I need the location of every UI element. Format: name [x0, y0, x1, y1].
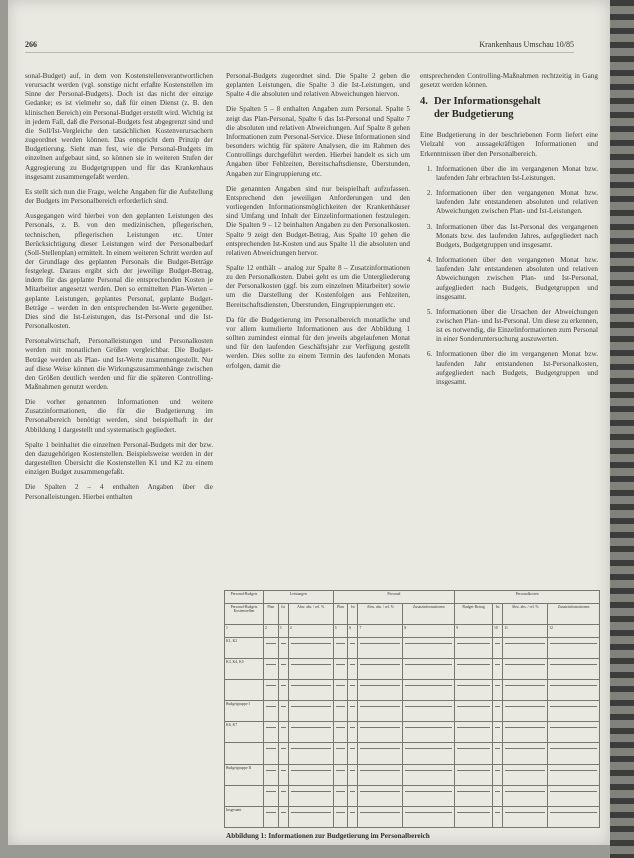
table-header-cell: Ist: [493, 604, 503, 625]
table-cell: [493, 806, 503, 827]
paragraph: Da für die Budgetierung im Personalbereich monatliche und vor allem kumulierte Informationen aus der Abbildung 1 sollten zumindest einmal für den jeweils abgelaufenen Monat und für den laufenden Geschäftsjahr zur Verfügung gestellt werden. Dies sollte zu einem Termin des laufenden Monats erfolgen, damit die: [226, 315, 410, 370]
table-cell: [278, 658, 288, 679]
table-number-row: [225, 624, 600, 637]
paragraph: Personal-Budgets zugeordnet sind. Die Spalte 2 geben die geplanten Leistungen, die Spalte 3 die Ist-Leistungen, und Spalte 4 die absoluten und relativen Abweichungen hiervon.: [226, 72, 410, 99]
table-cell: [455, 701, 493, 722]
table-cell: [278, 806, 288, 827]
table-cell: [493, 722, 503, 743]
table-cell: [348, 806, 358, 827]
table-cell: [503, 743, 548, 764]
table-cell: [333, 658, 348, 679]
text-column-left: [25, 72, 213, 842]
table-header-cell: Plan: [264, 604, 279, 625]
table-cell: [358, 722, 403, 743]
row-label: [225, 785, 264, 806]
page-number: 266: [25, 40, 37, 49]
table-cell: [333, 680, 348, 701]
table-cell: [503, 701, 548, 722]
table-cell: [264, 701, 279, 722]
table-cell: [403, 785, 455, 806]
table-row: [225, 658, 600, 679]
table-cell: [358, 701, 403, 722]
table-header-cell: Zusatzinformationen: [403, 604, 455, 625]
running-head: Krankenhaus Umschau 10/85: [479, 40, 574, 49]
binding-edge: [610, 0, 634, 858]
budget-table: [224, 590, 600, 828]
table-cell: [348, 743, 358, 764]
table-cell: [264, 637, 279, 658]
table-cell: [493, 658, 503, 679]
column-number: 11: [503, 624, 548, 637]
paragraph: sonal-Budget) auf, in dem von Kostenstellenverantwortlichen verursacht werden (vgl. sonstige nicht erfaßte Kostenstellen im Sinne der Personal-Budgets). Doch ist das nicht der einzige Gedanke; es ist vielmehr so, daß für einen Dienst (z. B. den klinischen Bereich) ein Personal-Budget erstellt wird. Wichtig ist in jedem Fall, daß die Personal-Budgets fest abgegrenzt sind und die Soll/Ist-Vergleiche den tatsächlichen Kostenverursachern zugeordnet werden können. Das entspricht dem Prinzip der Budgetierung. Sieht man fest, wie die Personal-Budgets im einzelnen aufgebaut sind, so können sie in weiteren Stufen der Aggregierung zu Budgetgruppen und für das Krankenhaus insgesamt zusammengefaßt werden.: [25, 72, 213, 181]
text-column-middle: [226, 72, 410, 472]
table-cell: [548, 806, 600, 827]
table-cell: [503, 680, 548, 701]
table-cell: [503, 785, 548, 806]
table-cell: [348, 701, 358, 722]
table-cell: [278, 785, 288, 806]
table-row: [225, 637, 600, 658]
table-cell: [348, 764, 358, 785]
table-cell: [503, 806, 548, 827]
table-cell: [358, 637, 403, 658]
table-cell: [455, 658, 493, 679]
table-cell: [455, 764, 493, 785]
table-cell: [403, 658, 455, 679]
table-cell: [548, 680, 600, 701]
table-cell: [548, 785, 600, 806]
row-label: K3, K4, K5: [225, 658, 264, 679]
table-group-header: Personalkosten: [455, 591, 600, 604]
table-cell: [348, 722, 358, 743]
table-cell: [548, 722, 600, 743]
table-cell: [288, 701, 333, 722]
page-header: [25, 38, 574, 53]
section-title-line: der Budgetierung: [434, 108, 514, 120]
table-cell: [403, 680, 455, 701]
list-item: 1. Informationen über die im vergangenen Monat bzw. laufenden Jahr erbrachten Ist-Leistungen.: [434, 165, 598, 183]
table-cell: [403, 701, 455, 722]
table-cell: [348, 637, 358, 658]
column-number: 6: [348, 624, 358, 637]
table-cell: [333, 764, 348, 785]
table-group-row: [225, 591, 600, 604]
table-cell: [288, 637, 333, 658]
table-cell: [493, 637, 503, 658]
table-cell: [278, 722, 288, 743]
table-group-header: Personal: [333, 591, 454, 604]
paragraph: Spalte 1 beinhaltet die einzelnen Personal-Budgets mit der bzw. den dazugehörigen Kostenstellen. Beispielsweise werden in der dargestellten Übersicht die Kostenstellen K1 und K2 zu einem einzigen Budget zusammengefaßt.: [25, 440, 213, 477]
table-cell: [288, 658, 333, 679]
table-cell: [348, 680, 358, 701]
table-group-header: Leistungen: [264, 591, 334, 604]
table-header-cell: Abw. abs. / rel. %: [503, 604, 548, 625]
section-number: 4.: [420, 96, 428, 108]
table-cell: [278, 637, 288, 658]
table-cell: [455, 680, 493, 701]
table-cell: [264, 722, 279, 743]
row-label: K6, K7: [225, 722, 264, 743]
paragraph: Die genannten Angaben sind nur beispielhaft aufzufassen. Entsprechend den jeweiligen Anforderungen und den vorliegenden Informationsmöglichkeiten der Krankenhäuser sind Umfang und Inhalt der Einzelinformationen festzulegen. Die Spalten 9 – 12 beinhalten Angaben zu den Personalkosten. Spalte 9 zeigt den Budget-Betrag, Aus Spalte 10 gehen die entsprechenden Ist-Kosten und aus Spalte 11 die absoluten und relativen Abweichungen hervor.: [226, 184, 410, 257]
column-number: 4: [288, 624, 333, 637]
table-cell: [503, 764, 548, 785]
table-header-row: [225, 604, 600, 625]
table-cell: [493, 743, 503, 764]
row-label: Budgetgruppe I: [225, 701, 264, 722]
table-body: [225, 637, 600, 827]
table-cell: [403, 722, 455, 743]
table-group-header: Personal-Budgets: [225, 591, 264, 604]
table-cell: [493, 701, 503, 722]
text-column-right: [420, 72, 598, 552]
table-header-cell: Ist: [348, 604, 358, 625]
row-label: [225, 743, 264, 764]
table-header-cell: Budget-Betrag: [455, 604, 493, 625]
column-number: 5: [333, 624, 348, 637]
row-label: K1, K2: [225, 637, 264, 658]
table-cell: [288, 806, 333, 827]
table-cell: [403, 637, 455, 658]
paragraph: Es stellt sich nun die Frage, welche Angaben für die Aufstellung der Budgets im Personalbereich erforderlich sind.: [25, 187, 213, 206]
table-cell: [358, 658, 403, 679]
table-cell: [264, 658, 279, 679]
table-cell: [358, 680, 403, 701]
table-cell: [503, 637, 548, 658]
table-cell: [455, 637, 493, 658]
table-cell: [348, 658, 358, 679]
table-row: [225, 722, 600, 743]
table-cell: [455, 743, 493, 764]
table-cell: [403, 806, 455, 827]
section-title-line: Der Informationsgehalt: [434, 96, 541, 108]
column-number: 2: [264, 624, 279, 637]
table-cell: [278, 680, 288, 701]
table-cell: [548, 701, 600, 722]
table-cell: [403, 764, 455, 785]
column-number: 10: [493, 624, 503, 637]
table-cell: [348, 785, 358, 806]
table-cell: [288, 680, 333, 701]
table-cell: [333, 806, 348, 827]
column-number: 9: [455, 624, 493, 637]
table-cell: [548, 637, 600, 658]
table-cell: [288, 785, 333, 806]
table-cell: [333, 743, 348, 764]
table-cell: [288, 764, 333, 785]
list-item: 3. Informationen über das Ist-Personal des vergangenen Monats bzw. des laufenden Jahres, aufgegliedert nach Budgets, Budgetgruppen und insgesamt.: [434, 223, 598, 250]
table-row: [225, 785, 600, 806]
table-row: [225, 680, 600, 701]
table-cell: [358, 806, 403, 827]
table-cell: [264, 764, 279, 785]
paragraph: Spalte 12 enthält – analog zur Spalte 8 – Zusatzinformationen zu den Personalkosten. Dabei geht es um die Untergliederung der Personalkosten (ggf. bis zum einzelnen Mitarbeiter) sowie um die Darstellung der Kostenfolgen aus Fehlzeiten, Bereitschaftsdiensten, Überstunden, Eingruppierungen etc.: [226, 263, 410, 309]
list-item: 6. Informationen über die im vergangenen Monat bzw. laufenden Jahr entstandenen Ist-Personalkosten, aufgegliedert nach Budgets, Budgetgruppen und insgesamt.: [434, 350, 598, 387]
table-cell: [333, 785, 348, 806]
table-cell: [493, 680, 503, 701]
table-cell: [264, 806, 279, 827]
table-cell: [503, 722, 548, 743]
row-label: [225, 680, 264, 701]
table-cell: [358, 743, 403, 764]
table-cell: [548, 658, 600, 679]
table-row: [225, 701, 600, 722]
table-cell: [288, 722, 333, 743]
table-cell: [503, 658, 548, 679]
table-header-cell: Abw. abs. / rel. %: [358, 604, 403, 625]
table-cell: [264, 743, 279, 764]
paragraph: entsprechenden Controlling-Maßnahmen rechtzeitig in Gang gesetzt werden können.: [420, 72, 598, 90]
list-item: 4. Informationen über den vergangenen Monat bzw. laufenden Jahr entstandenen absoluten und relativen Abweichungen zwischen Plan- und Ist-Personal, aufgegliedert nach Budgets, Budgetgruppen und insgesamt.: [434, 256, 598, 302]
table-cell: [358, 764, 403, 785]
table-cell: [278, 701, 288, 722]
table-cell: [455, 722, 493, 743]
paragraph: Die vorher genannten Informationen und weitere Zusatzinformationen, die für die Budgetierung im Personalbereich benötigt werden, sind beispielhaft in der Abbildung 1 dargestellt und systematisch gegliedert.: [25, 398, 213, 434]
table-cell: [493, 764, 503, 785]
table-header-cell: Ist: [278, 604, 288, 625]
column-number: 7: [358, 624, 403, 637]
table-cell: [333, 722, 348, 743]
row-label: Insgesamt: [225, 806, 264, 827]
table-cell: [264, 680, 279, 701]
table-header-cell: Zusatzinformationen: [548, 604, 600, 625]
table-cell: [455, 806, 493, 827]
information-list: [420, 165, 598, 387]
table-cell: [333, 701, 348, 722]
list-item: 2. Informationen über den vergangenen Monat bzw. laufenden Jahr entstandenen absoluten und relativen Abweichungen zwischen Plan- und Ist-Leistungen.: [434, 189, 598, 216]
list-item: 5. Informationen über die Ursachen der Abweichungen zwischen Plan- und Ist-Personal. Um diese zu erkennen, ist es notwendig, die Einzelinformationen zum Personal in einer Sonderuntersuchung auszuwerten.: [434, 308, 598, 345]
section-heading: [420, 96, 598, 121]
table-cell: [278, 743, 288, 764]
table-cell: [548, 743, 600, 764]
column-number: 8: [403, 624, 455, 637]
table-row: [225, 743, 600, 764]
column-number: 1: [225, 624, 264, 637]
paragraph: Ausgegangen wird hierbei von den geplanten Leistungen des Personals, z. B. von den medizinischen, pflegerischen, technischen, pflegerischen Leistungen etc. Unter Berücksichtigung dieser Leistungen wird der Personalbedarf (Soll-Stellenplan) ermittelt. In einem weiteren Schritt werden auf der Grundlage des geplanten Personals die Budget-Beträge festgelegt. Daraus ergibt sich der jeweilige Budget-Betrag, indem für das geplante Personal die entsprechenden Kosten je Mitarbeiter angesetzt werden. Den so ermittelten Plan-Werten – geplante Leistungen, geplantes Personal, geplante Budget-Beträge – werden in den entsprechenden Ist-Werte gegenüber. Dies sind die Ist-Leistungen, das Ist-Personal und die Ist-Personalkosten.: [25, 212, 213, 331]
table-cell: [548, 764, 600, 785]
table-header-cell: Abw. abs. / rel. %: [288, 604, 333, 625]
paragraph: Eine Budgetierung in der beschriebenen Form liefert eine Vielzahl von aussagekräftigen Informationen und Erkenntnissen über den Personalbereich.: [420, 131, 598, 158]
table-cell: [288, 743, 333, 764]
table-cell: [264, 785, 279, 806]
figure-caption: Abbildung 1: Informationen zur Budgetierung im Personalbereich: [226, 832, 430, 840]
table-cell: [358, 785, 403, 806]
table-row: [225, 764, 600, 785]
table-row: [225, 806, 600, 827]
table-cell: [278, 764, 288, 785]
table-cell: [493, 785, 503, 806]
column-number: 3: [278, 624, 288, 637]
table-cell: [455, 785, 493, 806]
table-header-cell: Plan: [333, 604, 348, 625]
row-label: Budgetgruppe II: [225, 764, 264, 785]
paragraph: Personalwirtschaft, Personalleistungen und Personalkosten werden mit monatlichen Größen vergleichbar. Die Budget-Beträge werden als Plan- und Ist-Werte zusammengestellt. Nur auf diese Weise können die Wirkungszusammenhänge zwischen den Größen deutlich werden und für die späteren Controlling-Maßnahmen genutzt werden.: [25, 337, 213, 391]
table-cell: [333, 637, 348, 658]
paragraph: Die Spalten 5 – 8 enthalten Angaben zum Personal. Spalte 5 zeigt das Plan-Personal, Spalte 6 das Ist-Personal und Spalte 7 die absoluten und relativen Abweichungen. Auf Spalte 8 gehen Informationen zum Personal-Service. Diese Informationen sind besonders wichtig für spätere Analysen, die im Rahmen des Controllings durchgeführt werden. Hierbei handelt es sich um Angaben über Fehlzeiten, Bereitschaftsdienste, Überstunden, Angaben zur Eingruppierung etc.: [226, 105, 410, 178]
table-header-cell: Personal-Budgets Kostenstellen: [225, 604, 264, 625]
paragraph: Die Spalten 2 – 4 enthalten Angaben über die Personalleistungen. Hierbei enthalten: [25, 483, 213, 501]
table-cell: [403, 743, 455, 764]
journal-page: [8, 0, 610, 845]
column-number: 12: [548, 624, 600, 637]
